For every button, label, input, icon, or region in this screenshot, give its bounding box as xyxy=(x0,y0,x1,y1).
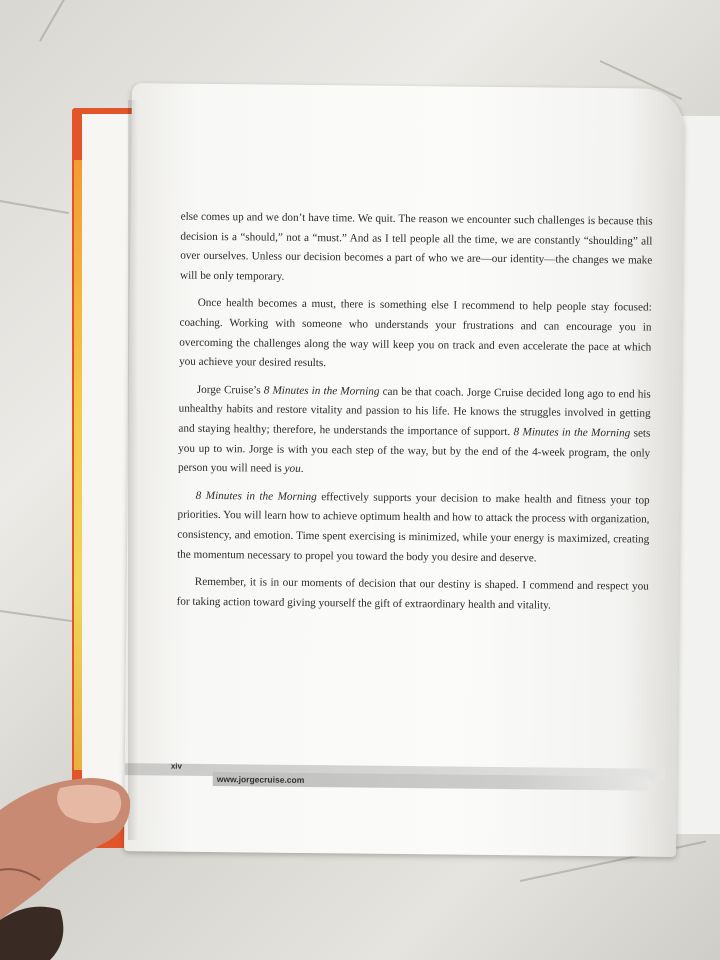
book-page xyxy=(124,83,684,857)
text-segment: sets you up to win. Jorge is with you each step of the way, but by the end of the 4-week program, the only person you will need is xyxy=(177,427,651,475)
page-number: xiv xyxy=(170,761,183,771)
thumb xyxy=(0,770,132,960)
marble-vein xyxy=(39,0,81,41)
paragraph xyxy=(177,573,649,617)
paragraph xyxy=(180,208,653,291)
italic-text: 8 Minutes in the Morning xyxy=(195,489,317,503)
page-shadow xyxy=(128,100,138,840)
italic-text: you xyxy=(284,462,301,476)
marble-vein xyxy=(0,200,69,214)
paragraph xyxy=(178,380,651,483)
marble-vein xyxy=(0,610,74,622)
body-text xyxy=(176,208,652,625)
italic-text: 8 Minutes in the Morning xyxy=(513,426,631,440)
text-segment: Once health becomes a must, there is something else I recommend to help people stay focused: coaching. Working with someone who understands your frustrations and can encourage you in overcoming the challenges along the way will keep you on track and even accelerate the pace at which you achieve your desired results. xyxy=(179,297,652,370)
italic-text: 8 Minutes in the Morning xyxy=(263,384,380,398)
footer-url: www.jorgecruise.com xyxy=(216,774,305,785)
text-segment: Remember, it is in our moments of decision that our destiny is shaped. I commend and respect you for taking action toward giving yourself the gift of extraordinary health and vitality. xyxy=(176,575,649,612)
text-segment: can be that coach. Jorge Cruise decided long ago to end his unhealthy habits and restore vitality and passion to his life. He knows the struggles involved in getting and staying healthy; therefore, he understands the importance of support. xyxy=(178,385,651,439)
text-segment: else comes up and we don’t have time. We quit. The reason we encounter such challenges is because this decision is a “should,” not a “must.” And as I tell people all the time, we are constantly “shoulding” all over ourselves. Unless our decision becomes a part of who we are—our identity—the changes we make will be only temporary. xyxy=(179,210,653,283)
text-segment: effectively supports your decision to make health and fitness your top priorities. You will learn how to achieve optimum health and how to attack the process with organization, consistency, and emotion. Time spent exercising is minimized, while your energy is maximized, creating the momentum necessary to propel you toward the body you desire and deserve. xyxy=(177,490,650,564)
text-segment: Jorge Cruise’s xyxy=(196,383,264,397)
paragraph xyxy=(177,486,650,569)
text-segment: . xyxy=(300,463,304,476)
paragraph xyxy=(179,294,652,377)
